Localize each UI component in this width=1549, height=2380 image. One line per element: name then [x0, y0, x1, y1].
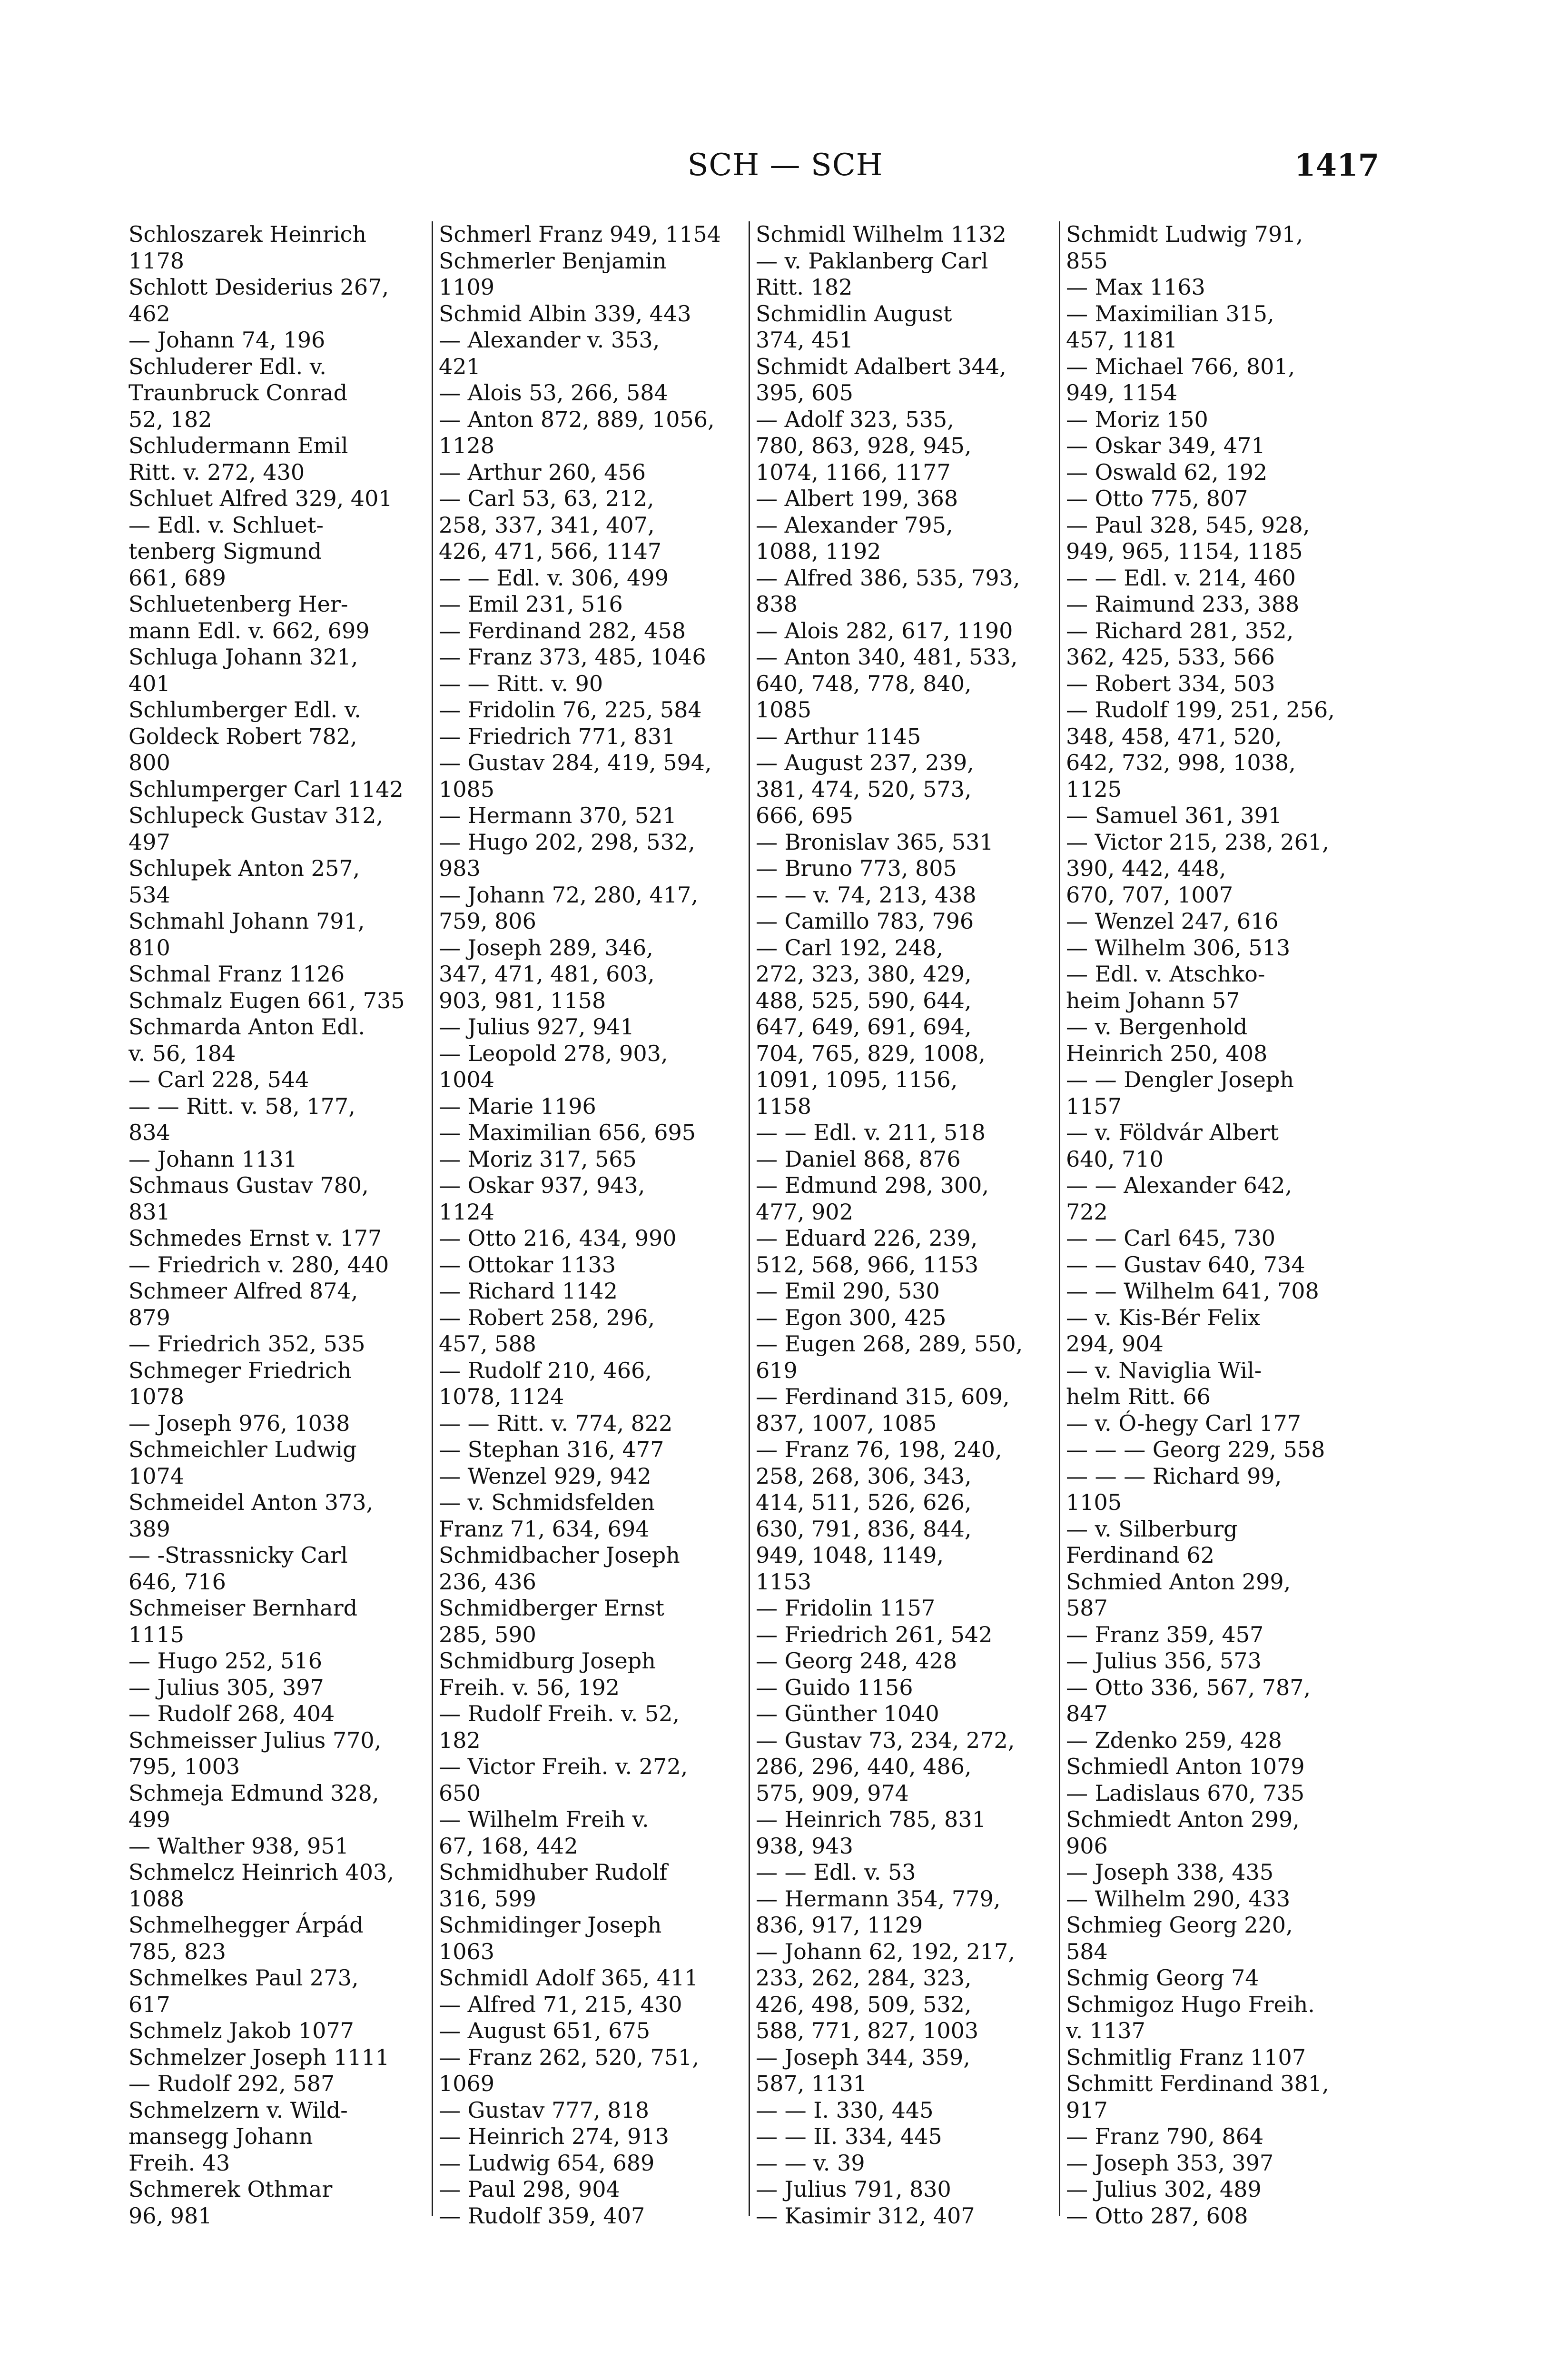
index-entry: — Albert 199, 368 [756, 486, 958, 511]
index-entry: — Carl 53, 63, 212, 258, 337, 341, 407, 426, 471, 566, 1147 [439, 486, 662, 564]
index-entry: — Otto 336, 567, 787, 847 [1066, 1674, 1311, 1726]
index-entry: — Victor Freih. v. 272, 650 [439, 1754, 688, 1806]
index-entry: — Otto 775, 807 [1066, 486, 1248, 511]
index-entry: — Otto 216, 434, 990 [439, 1225, 677, 1251]
index-entry: — — Ritt. v. 90 [439, 670, 603, 696]
index-entry: — Alfred 71, 215, 430 [439, 1991, 682, 2017]
column-divider [432, 221, 433, 2216]
index-entry: — Julius 305, 397 [128, 1674, 324, 1700]
index-entry: — Franz 262, 520, 751, 1069 [439, 2044, 699, 2096]
index-entry: Schmeisser Julius 770, 795, 1003 [128, 1727, 382, 1779]
index-entry: — Gustav 73, 234, 272, 286, 296, 440, 486, 575, 909, 974 [756, 1727, 1015, 1806]
index-entry: — Marie 1196 [439, 1093, 596, 1119]
index-entry: Schmerler Benjamin 1109 [439, 248, 667, 300]
index-entry: — Friedrich 261, 542 [756, 1621, 993, 1647]
index-entry: — — Ritt. v. 58, 177, 834 [128, 1093, 355, 1145]
index-entry: Schmarda Anton Edl. v. 56, 184 [128, 1014, 365, 1066]
index-entry: — Joseph 289, 346, 347, 471, 481, 603, 903, 981, 1158 [439, 934, 655, 1013]
index-entry: Schmelcz Heinrich 403, 1088 [128, 1859, 394, 1912]
index-entry: — Fridolin 1157 [756, 1595, 936, 1621]
index-entry: Schmeer Alfred 874, 879 [128, 1278, 358, 1330]
index-entry: — — v. 74, 213, 438 [756, 882, 977, 908]
index-entry: — Eduard 226, 239, 512, 568, 966, 1153 [756, 1225, 979, 1278]
index-entry: — Maximilian 656, 695 [439, 1120, 696, 1145]
index-entry: Schmidl Adolf 365, 411 [439, 1965, 699, 1991]
index-entry: — — Edl. v. 214, 460 [1066, 565, 1296, 591]
index-entry: — Moriz 150 [1066, 406, 1208, 432]
index-entry: — Egon 300, 425 [756, 1304, 947, 1330]
index-entry: — Ladislaus 670, 735 [1066, 1780, 1305, 1806]
index-entry: — Edmund 298, 300, 477, 902 [756, 1172, 989, 1225]
index-entry: — Julius 927, 941 [439, 1014, 634, 1040]
index-entry: — v. Ó-hegy Carl 177 [1066, 1410, 1301, 1436]
index-entry: — v. Naviglia Wil- helm Ritt. 66 [1066, 1357, 1262, 1409]
index-entry: — Paul 328, 545, 928, 949, 965, 1154, 1185 [1066, 512, 1310, 564]
index-entry: — Maximilian 315, 457, 1181 [1066, 300, 1274, 353]
index-entry: — Franz 76, 198, 240, 258, 268, 306, 343, 414, 511, 526, 626, 630, 791, 836, 844, 949, 1048, 1149, 1153 [756, 1437, 1002, 1595]
index-entry: Schmelhegger Árpád 785, 823 [128, 1912, 364, 1964]
index-entry: — Camillo 783, 796 [756, 908, 974, 934]
index-entry: — — — Georg 229, 558 [1066, 1437, 1325, 1462]
index-entry: — Edl. v. Schluet- tenberg Sigmund 661, 689 [128, 512, 324, 591]
index-entry: — v. Paklanberg Carl Ritt. 182 [756, 248, 988, 300]
index-entry: — Wenzel 247, 616 [1066, 908, 1279, 934]
index-entry: — Alexander 795, 1088, 1192 [756, 512, 953, 564]
index-entry: — Alexander v. 353, 421 [439, 327, 660, 379]
index-entry: — Adolf 323, 535, 780, 863, 928, 945, 1074, 1166, 1177 [756, 406, 972, 485]
index-entry: — Johann 62, 192, 217, 233, 262, 284, 323, 426, 498, 509, 532, 588, 771, 827, 1003 [756, 1938, 1015, 2043]
index-entry: Schmal Franz 1126 [128, 961, 345, 987]
index-entry: Schlumperger Carl 1142 [128, 776, 404, 802]
index-entry: — Carl 228, 544 [128, 1067, 309, 1092]
index-entry: — Emil 290, 530 [756, 1278, 940, 1304]
index-entry: — Richard 1142 [439, 1278, 618, 1304]
index-entry: Schmerl Franz 949, 1154 [439, 221, 721, 247]
index-entry: — Rudolf Freih. v. 52, 182 [439, 1701, 680, 1753]
index-entry: — Alfred 386, 535, 793, 838 [756, 565, 1020, 617]
index-entry: Schmeger Friedrich 1078 [128, 1357, 352, 1409]
index-entry: Schmaus Gustav 780, 831 [128, 1172, 369, 1225]
index-entry: — Kasimir 312, 407 [756, 2202, 975, 2229]
index-entry: — Guido 1156 [756, 1674, 913, 1700]
index-entry: — Rudolf 359, 407 [439, 2202, 645, 2229]
index-entry: Schmerek Othmar 96, 981 [128, 2176, 333, 2229]
index-entry: — Arthur 1145 [756, 723, 921, 749]
index-entry: — Wilhelm Freih v. 67, 168, 442 [439, 1806, 649, 1859]
index-entry: — Oskar 937, 943, 1124 [439, 1172, 645, 1225]
index-entry: — Hugo 202, 298, 532, 983 [439, 829, 695, 881]
index-entry: — Emil 231, 516 [439, 591, 623, 617]
index-entry: — Gustav 777, 818 [439, 2097, 649, 2123]
index-entry: — Robert 258, 296, 457, 588 [439, 1304, 655, 1357]
index-entry: — Eugen 268, 289, 550, 619 [756, 1331, 1023, 1383]
index-entry: Schlupek Anton 257, 534 [128, 855, 360, 908]
index-entry: — Michael 766, 801, 949, 1154 [1066, 353, 1295, 406]
index-entry: — v. Silberburg Ferdinand 62 [1066, 1516, 1238, 1568]
index-column-4 [1066, 221, 1373, 2235]
index-entry: Schmeichler Ludwig 1074 [128, 1437, 357, 1489]
index-entry: Schmidt Adalbert 344, 395, 605 [756, 353, 1006, 406]
index-entry: Schlupeck Gustav 312, 497 [128, 803, 384, 855]
index-entry: — — Edl. v. 211, 518 [756, 1120, 986, 1145]
index-entry: — — Carl 645, 730 [1066, 1225, 1276, 1251]
index-entry: — Zdenko 259, 428 [1066, 1727, 1282, 1753]
index-entry: — v. Földvár Albert 640, 710 [1066, 1120, 1279, 1172]
index-entry: — Arthur 260, 456 [439, 459, 646, 485]
index-entry: Schmid Albin 339, 443 [439, 300, 691, 327]
index-entry: — Wilhelm 306, 513 [1066, 934, 1291, 961]
index-entry: — Max 1163 [1066, 274, 1205, 300]
index-entry: — Johann 74, 196 [128, 327, 326, 353]
index-entry: Schlott Desiderius 267, 462 [128, 274, 389, 327]
index-entry: — Julius 356, 573 [1066, 1648, 1262, 1674]
index-entry: — Hermann 370, 521 [439, 803, 677, 828]
index-entry: Schmigoz Hugo Freih. v. 1137 [1066, 1991, 1315, 2043]
index-entry: — Edl. v. Atschko- heim Johann 57 [1066, 961, 1265, 1013]
index-entry: Schmidt Ludwig 791, 855 [1066, 221, 1303, 274]
index-entry: — Ferdinand 315, 609, 837, 1007, 1085 [756, 1384, 1010, 1436]
index-entry: Schmitlig Franz 1107 [1066, 2044, 1306, 2070]
index-entry: — — Gustav 640, 734 [1066, 1251, 1305, 1278]
index-entry: — -Strassnicky Carl 646, 716 [128, 1542, 348, 1595]
index-entry: Schmahl Johann 791, 810 [128, 908, 365, 961]
index-entry: — Georg 248, 428 [756, 1648, 957, 1674]
page-header-title: SCH — SCH [687, 148, 883, 183]
index-column-2 [439, 221, 750, 2235]
index-entry: — Joseph 976, 1038 [128, 1410, 350, 1436]
index-entry: — Anton 340, 481, 533, 640, 748, 778, 840, 1085 [756, 644, 1018, 723]
index-entry: — Rudolf 268, 404 [128, 1701, 335, 1726]
index-entry: Schmiedt Anton 299, 906 [1066, 1806, 1300, 1859]
index-entry: — Alois 53, 266, 584 [439, 380, 668, 406]
index-entry: Schmeiser Bernhard 1115 [128, 1595, 358, 1647]
index-entry: — Joseph 353, 397 [1066, 2150, 1274, 2176]
index-entry: Schluga Johann 321, 401 [128, 644, 358, 696]
index-entry: — Heinrich 274, 913 [439, 2123, 669, 2149]
index-entry: Schmelz Jakob 1077 [128, 2018, 354, 2043]
index-entry: Schluet Alfred 329, 401 [128, 486, 393, 511]
index-entry: — Alois 282, 617, 1190 [756, 617, 1013, 644]
index-entry: — Julius 791, 830 [756, 2176, 951, 2202]
index-entry: — Joseph 344, 359, 587, 1131 [756, 2044, 970, 2096]
index-entry: — Johann 1131 [128, 1146, 297, 1172]
index-entry: — Wilhelm 290, 433 [1066, 1885, 1291, 1912]
index-entry: — Rudolf 199, 251, 256, 348, 458, 471, 520, 642, 732, 998, 1038, 1125 [1066, 697, 1335, 802]
index-column-1 [128, 221, 414, 2235]
index-entry: — Julius 302, 489 [1066, 2176, 1262, 2202]
index-entry: — — Dengler Joseph 1157 [1066, 1067, 1294, 1119]
index-entry: — — Edl. v. 306, 499 [439, 565, 669, 591]
index-entry: — Fridolin 76, 225, 584 [439, 697, 702, 723]
index-entry: Schmig Georg 74 [1066, 1965, 1259, 1991]
index-entry: Schmied Anton 299, 587 [1066, 1568, 1291, 1621]
index-entry: — v. Bergenhold Heinrich 250, 408 [1066, 1014, 1268, 1066]
index-entry: — Carl 192, 248, 272, 323, 380, 429, 488, 525, 590, 644, 647, 649, 691, 694, 704, 765, 829, 1008, 1091, 1095, 1156, 1158 [756, 934, 986, 1119]
index-entry: Schmidbacher Joseph 236, 436 [439, 1542, 680, 1595]
index-entry: — Ludwig 654, 689 [439, 2150, 655, 2176]
index-column-3 [756, 221, 1051, 2235]
index-entry: — Hugo 252, 516 [128, 1648, 322, 1674]
index-entry: — Victor 215, 238, 261, 390, 442, 448, 670, 707, 1007 [1066, 829, 1329, 908]
index-entry: — Günther 1040 [756, 1701, 939, 1726]
index-entry: — Franz 373, 485, 1046 [439, 644, 706, 670]
index-entry: Schmidlin August 374, 451 [756, 300, 952, 353]
index-entry: — — — Richard 99, 1105 [1066, 1463, 1282, 1515]
index-entry: — — Wilhelm 641, 708 [1066, 1278, 1319, 1304]
index-entry: — Stephan 316, 477 [439, 1437, 664, 1462]
index-entry: — Paul 298, 904 [439, 2176, 620, 2202]
index-entry: — Otto 287, 608 [1066, 2202, 1248, 2229]
index-entry: — Friedrich 352, 535 [128, 1331, 365, 1357]
index-entry: Schloszarek Heinrich 1178 [128, 221, 367, 274]
index-entry: Schludermann Emil Ritt. v. 272, 430 [128, 433, 348, 485]
index-entry: — Bruno 773, 805 [756, 855, 957, 881]
index-entry: — Franz 790, 864 [1066, 2123, 1264, 2149]
index-entry: — Friedrich v. 280, 440 [128, 1251, 389, 1278]
index-entry: Schmidl Wilhelm 1132 [756, 221, 1006, 247]
index-entry: — Robert 334, 503 [1066, 670, 1275, 696]
index-entry: — Leopold 278, 903, 1004 [439, 1040, 668, 1092]
index-entry: Schmeja Edmund 328, 499 [128, 1780, 379, 1832]
index-entry: — v. Schmidsfelden Franz 71, 634, 694 [439, 1489, 655, 1542]
index-entry: — Heinrich 785, 831 938, 943 [756, 1806, 986, 1859]
index-entry: — — v. 39 [756, 2150, 865, 2176]
index-entry: Schluderer Edl. v. Traunbruck Conrad 52, 182 [128, 353, 348, 432]
index-entry: — Franz 359, 457 [1066, 1621, 1264, 1647]
index-entry: — Oswald 62, 192 [1066, 459, 1268, 485]
column-divider [1059, 221, 1060, 2216]
index-entry: — Oskar 349, 471 [1066, 433, 1265, 458]
index-entry: — Moriz 317, 565 [439, 1146, 637, 1172]
index-entry: — — Ritt. v. 774, 822 [439, 1410, 673, 1436]
index-entry: Schmiedl Anton 1079 [1066, 1754, 1305, 1779]
column-divider [749, 221, 750, 2216]
index-entry: — August 237, 239, 381, 474, 520, 573, 666, 695 [756, 750, 974, 828]
index-entry: — Bronislav 365, 531 [756, 829, 994, 855]
index-entry: Schmelzer Joseph 1111 [128, 2044, 390, 2070]
index-entry: — — I. 330, 445 [756, 2097, 934, 2123]
index-entry: Schmidhuber Rudolf 316, 599 [439, 1859, 668, 1912]
page-number: 1417 [1294, 148, 1380, 183]
index-entry: — August 651, 675 [439, 2018, 651, 2043]
index-entry: — Johann 72, 280, 417, 759, 806 [439, 882, 698, 934]
index-entry: Schmidinger Joseph 1063 [439, 1912, 662, 1964]
index-entry: Schmedes Ernst v. 177 [128, 1225, 382, 1251]
index-entry: Schmieg Georg 220, 584 [1066, 1912, 1293, 1964]
index-entry: — Anton 872, 889, 1056, 1128 [439, 406, 715, 458]
index-entry: Schmitt Ferdinand 381, 917 [1066, 2071, 1329, 2123]
index-entry: — Ottokar 1133 [439, 1251, 616, 1278]
index-entry: — Hermann 354, 779, 836, 917, 1129 [756, 1885, 1001, 1938]
index-entry: Schmelzern v. Wild- mansegg Johann Freih. 43 [128, 2097, 348, 2176]
index-entry: — Richard 281, 352, 362, 425, 533, 566 [1066, 617, 1294, 670]
index-entry: Schmeidel Anton 373, 389 [128, 1489, 374, 1542]
index-entry: Schmelkes Paul 273, 617 [128, 1965, 359, 2017]
index-entry: — Rudolf 292, 587 [128, 2071, 335, 2096]
index-entry: — Joseph 338, 435 [1066, 1859, 1274, 1885]
index-entry: — Rudolf 210, 466, 1078, 1124 [439, 1357, 652, 1409]
index-entry: — Raimund 233, 388 [1066, 591, 1300, 617]
index-entry: Schmidburg Joseph Freih. v. 56, 192 [439, 1648, 656, 1700]
index-entry: — Friedrich 771, 831 [439, 723, 676, 749]
index-entry: — Walther 938, 951 [128, 1833, 349, 1859]
index-entry: — — Alexander 642, 722 [1066, 1172, 1292, 1225]
index-entry: — Ferdinand 282, 458 [439, 617, 686, 644]
index-entry: — Samuel 361, 391 [1066, 803, 1283, 828]
index-entry: — v. Kis-Bér Felix 294, 904 [1066, 1304, 1261, 1357]
index-entry: Schlumberger Edl. v. Goldeck Robert 782, 800 [128, 697, 361, 775]
index-entry: Schmidberger Ernst 285, 590 [439, 1595, 664, 1647]
index-entry: — Wenzel 929, 942 [439, 1463, 651, 1489]
index-entry: Schmalz Eugen 661, 735 [128, 987, 405, 1013]
index-entry: — Daniel 868, 876 [756, 1146, 961, 1172]
index-entry: — — Edl. v. 53 [756, 1859, 916, 1885]
index-entry: — — II. 334, 445 [756, 2123, 942, 2149]
index-entry: Schluetenberg Her- mann Edl. v. 662, 699 [128, 591, 370, 644]
index-entry: — Gustav 284, 419, 594, 1085 [439, 750, 712, 802]
